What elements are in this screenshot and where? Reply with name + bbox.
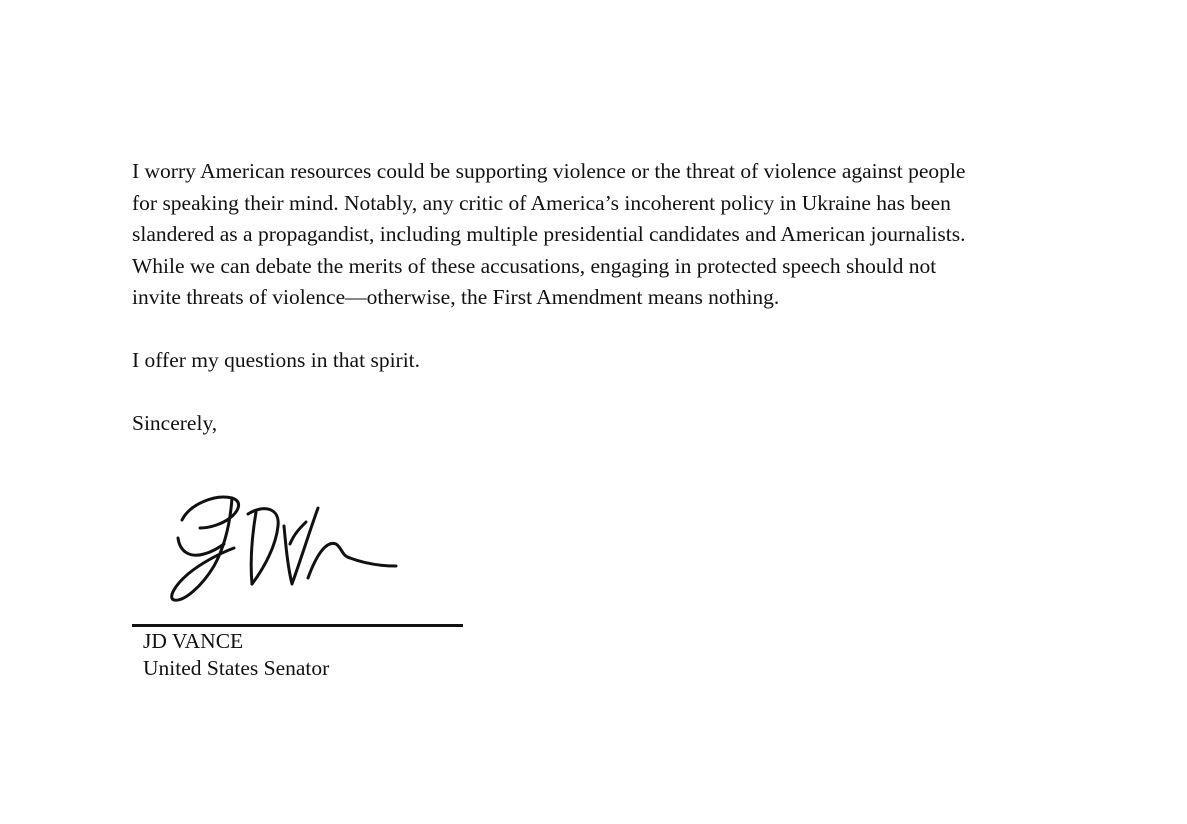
body-paragraph bbox=[132, 156, 1072, 314]
closing-salutation: Sincerely, bbox=[132, 411, 218, 435]
body-line: I worry American resources could be supporting violence or the threat of violence against people bbox=[132, 159, 966, 183]
signer-name: JD VANCE bbox=[143, 629, 244, 653]
signature-line bbox=[132, 624, 463, 627]
body-line: for speaking their mind. Notably, any critic of America’s incoherent policy in Ukraine has been bbox=[132, 190, 951, 215]
offer-paragraph: I offer my questions in that spirit. bbox=[132, 348, 421, 372]
body-line: slandered as a propagandist, including multiple presidential candidates and American journalists. bbox=[132, 222, 966, 246]
body-line: invite threats of violence—otherwise, the First Amendment means nothing. bbox=[132, 285, 780, 309]
body-line: While we can debate the merits of these accusations, engaging in protected speech should not bbox=[132, 253, 937, 278]
handwritten-signature bbox=[160, 486, 410, 608]
signer-title: United States Senator bbox=[143, 656, 330, 680]
